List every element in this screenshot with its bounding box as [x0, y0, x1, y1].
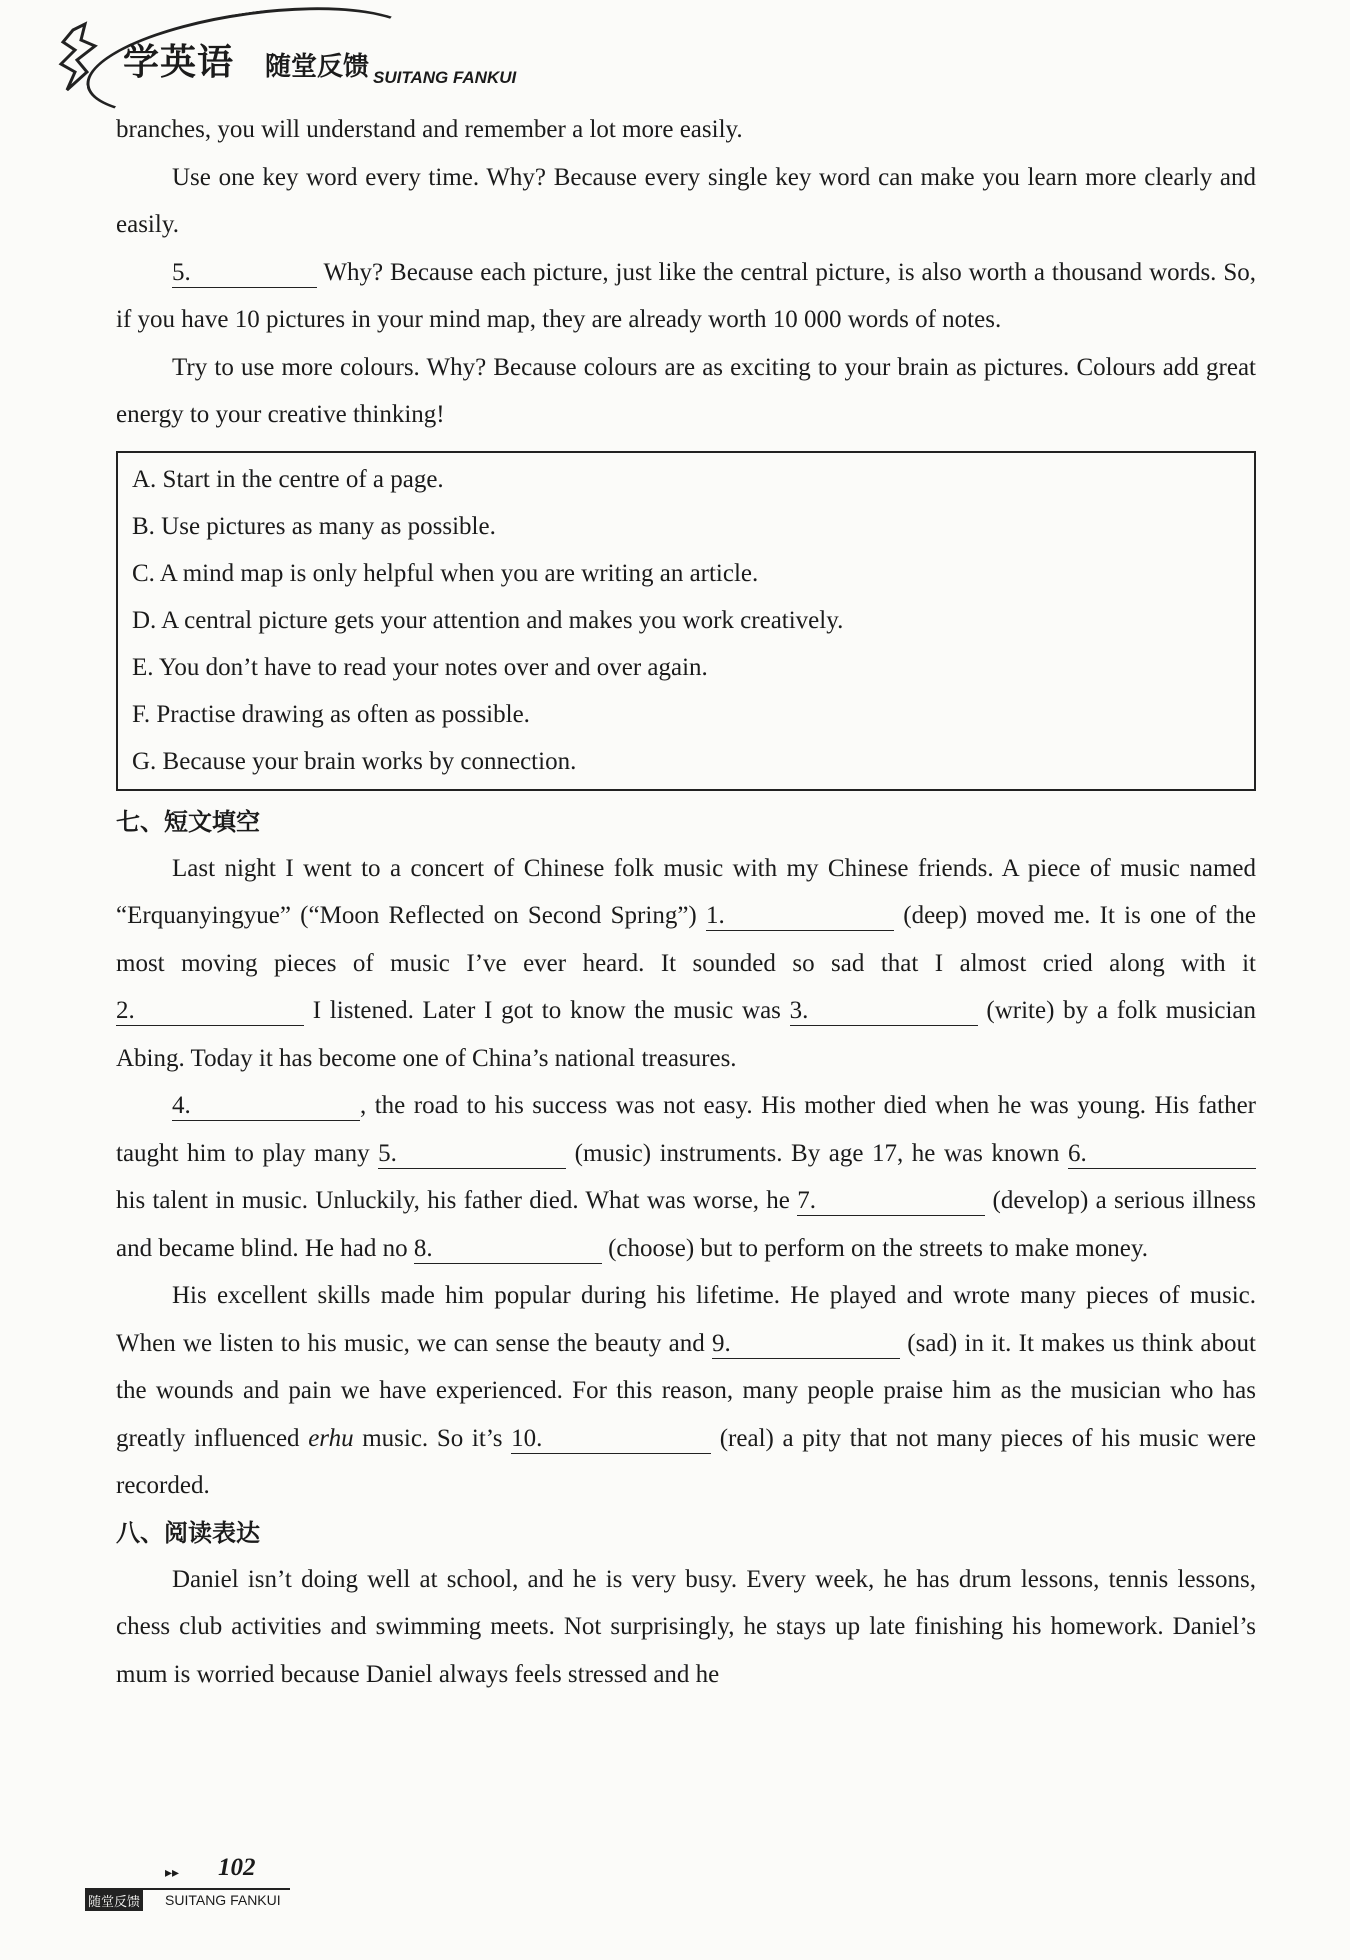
footer-tag: 随堂反馈 [85, 1890, 143, 1911]
paragraph-text: (write) by a folk musician Abing. Today it has become one of China’s national treasures. [116, 997, 1256, 1072]
paragraph-text: His excellent skills made him popular during his lifetime. He played and wrote many pieces of music. When we listen to his music, we can sense the beauty and [116, 1282, 1256, 1357]
paragraph [116, 845, 1256, 1083]
paragraph: Try to use more colours. Why? Because colours are as exciting to your brain as pictures. Colours add great energy to your creative thinking! [116, 353, 1256, 428]
answer-blank-1[interactable]: 1. [706, 902, 894, 931]
italic-word: erhu [308, 1424, 354, 1452]
option-item: G. Because your brain works by connection. [132, 747, 577, 775]
page-header [55, 12, 575, 102]
answer-blank-8[interactable]: 8. [414, 1235, 602, 1264]
paragraph-text: (develop) a serious illness and became blind. He had no [116, 1187, 1256, 1262]
answer-blank-4[interactable]: 4. [172, 1092, 360, 1121]
answer-blank-2[interactable]: 2. [116, 997, 304, 1026]
paragraph-text: Why? Because each picture, just like the central picture, is also worth a thousand words. So, if you have 10 pictures in your mind map, they are already worth 10 000 words of notes. [116, 258, 1256, 333]
paragraph-text: his talent in music. Unluckily, his father died. What was worse, he [116, 1187, 798, 1214]
option-item: C. A mind map is only helpful when you are writing an article. [132, 559, 759, 587]
option-item: E. You don’t have to read your notes over and over again. [132, 653, 708, 681]
header-title: 学英语 [123, 42, 235, 83]
answer-blank-6[interactable]: 6. [1068, 1140, 1256, 1169]
paragraph-text: (real) a pity that not many pieces of his music were recorded. [116, 1424, 1256, 1499]
answer-blank-5[interactable]: 5. [172, 259, 317, 288]
section-title: 八、阅读表达 [116, 1518, 260, 1547]
paragraph-text: (music) instruments. By age 17, he was known [566, 1139, 1068, 1167]
option-item: D. A central picture gets your attention and makes you work creatively. [132, 606, 844, 634]
page-footer [85, 1850, 305, 1910]
paragraph-text: , the road to his success was not easy. His mother died when he was young. His father taught him to play many [116, 1092, 1256, 1167]
paragraph [116, 249, 1256, 344]
paragraph-text: (sad) in it. It makes us think about the wounds and pain we have experienced. For this reason, many people praise him as the musician who has greatly influenced [116, 1329, 1256, 1452]
section-title: 七、短文填空 [116, 807, 260, 836]
paragraph-text: I listened. Later I got to know the music was [304, 997, 790, 1024]
paragraph-text: (choose) but to perform on the streets to make money. [601, 1234, 1148, 1262]
answer-blank-3[interactable]: 3. [790, 997, 978, 1026]
answer-blank-10[interactable]: 10. [511, 1425, 711, 1454]
paragraph: Use one key word every time. Why? Because every single key word can make you learn more clearly and easily. [116, 163, 1256, 238]
header-title-en: SUITANG FANKUI [373, 68, 517, 87]
answer-blank-7[interactable]: 7. [797, 1187, 985, 1216]
header-subtitle: 随堂反馈 [265, 52, 370, 82]
paragraph-text: music. So it’s [353, 1424, 512, 1452]
option-item: B. Use pictures as many as possible. [132, 512, 496, 540]
option-item: F. Practise drawing as often as possible. [132, 700, 530, 728]
page-number: 102 [218, 1854, 256, 1881]
paragraph-text: (deep) moved me. It is one of the most moving pieces of music I’ve ever heard. It sounded so sad that I almost cried along with it [116, 902, 1257, 977]
page-content [116, 106, 1256, 1698]
paragraph: branches, you will understand and remember a lot more easily. [116, 116, 743, 143]
footer-tag-en: SUITANG FANKUI [165, 1892, 281, 1908]
options-box [116, 451, 1256, 791]
paragraph: Daniel isn’t doing well at school, and he is very busy. Every week, he has drum lessons, tennis lessons, chess club activities and swimming meets. Not surprisingly, he stays up late finishing his homework. Daniel’s mum is worried because Daniel always feels stressed and he [116, 1565, 1256, 1688]
option-item: A. Start in the centre of a page. [132, 465, 444, 493]
paragraph [116, 1272, 1256, 1510]
answer-blank-5[interactable]: 5. [378, 1140, 566, 1169]
paragraph-text: Last night I went to a concert of Chinese folk music with my Chinese friends. A piece of music named “Erquanyingyue” (“Moon Reflected on Second Spring”) [116, 854, 1256, 929]
paragraph [116, 1082, 1256, 1272]
arrow-icon: ▸▸ [165, 1865, 180, 1881]
answer-blank-9[interactable]: 9. [712, 1330, 900, 1359]
